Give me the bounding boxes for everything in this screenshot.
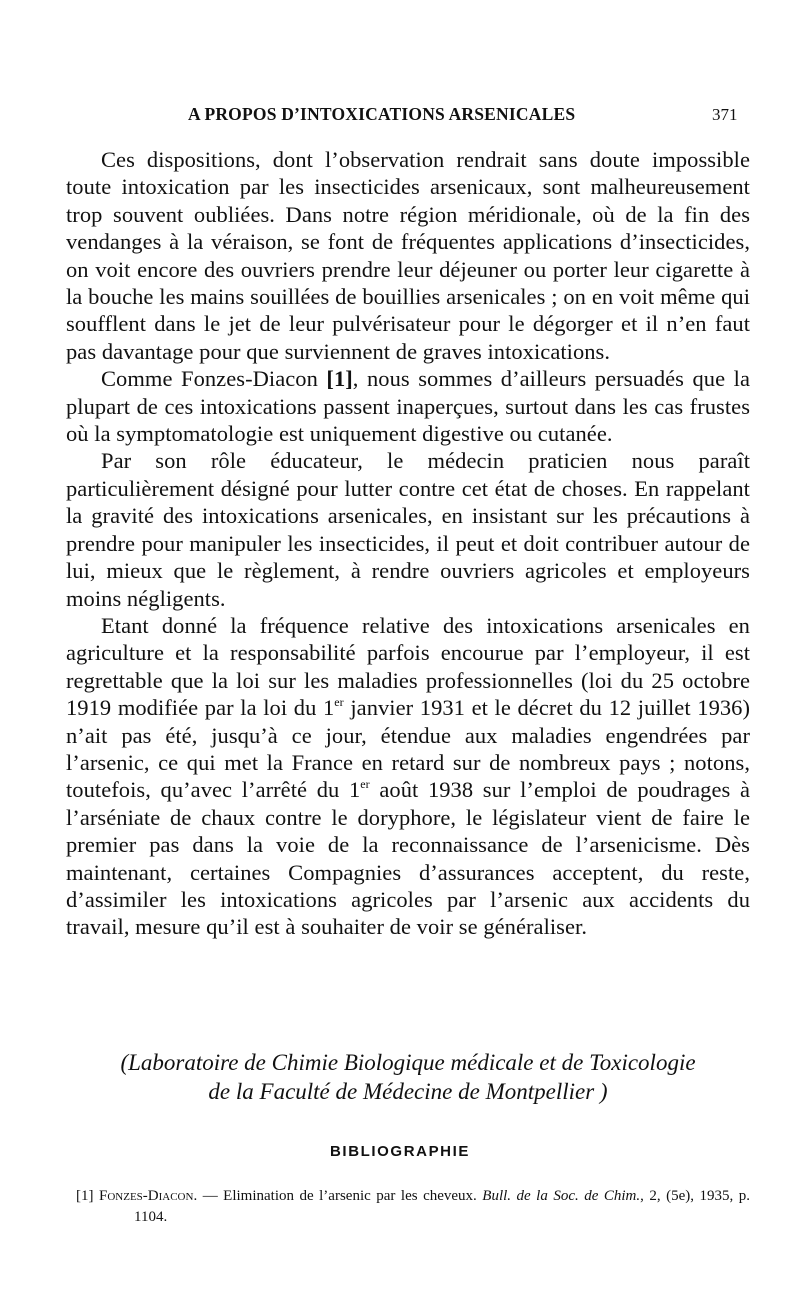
paragraph-4-part-3: août 1938 sur l’emploi de poudrages à l’arséniate de chaux contre le doryphore, le législateur vient de faire le premier pas dans la voie de la reconnaissance de l’arsenicisme. Dès maintenant, certaines Compagnies d’assurances acceptent, du reste, d’assimiler les intoxications agricoles par l’arsenic aux accidents du travail, mesure qu’il est à souhaiter de voir se généraliser. [66,777,750,940]
reference-details: , 2, (5e), 1935, p. 1104. [134,1188,750,1225]
affiliation [66,1048,750,1106]
reference-number: [1] [76,1188,94,1204]
bibliography-heading: BIBLIOGRAPHIE [330,1143,470,1160]
ordinal-suffix: er [360,777,370,792]
paragraph-3: Par son rôle éducateur, le médecin praticien nous paraît particulièrement désigné pour lutter contre cet état de choses. En rappelant la gravité des intoxications arsenicales, en insistant sur les précautions à prendre pour manipuler les insecticides, il peut et doit contribuer autour de lui, mieux que le règlement, à rendre ouvriers agricoles et employeurs moins négligents. [66,448,750,611]
ordinal-suffix: er [334,695,344,710]
reference-author: Fonzes-Diacon. [99,1188,198,1204]
affiliation-line-1: (Laboratoire de Chimie Biologique médicale et de Toxicologie [120,1050,696,1075]
paragraph-4-part-2: janvier 1931 et le décret du 12 juillet 1936) n’ait pas été, jusqu’à ce jour, étendue aux maladies engendrées par l’arsenic, ce qui met la France en retard sur de nombreux pays ; notons, toutefois, qu’avec l’arrêté du 1 [66,695,751,803]
article-body [66,146,750,941]
paragraph-1: Ces dispositions, dont l’observation rendrait sans doute impossible toute intoxication par les insecticides arsenicaux, sont malheureusement trop souvent oubliées. Dans notre région méridionale, où de la fin des vendanges à la véraison, se font de fréquentes applications d’insecticides, on voit encore des ouvriers prendre leur déjeuner ou porter leur cigarette à la bouche les mains souillées de bouillies arsenicales ; on en voit même qui soufflent dans le jet de leur pulvérisateur pour le dégorger et il n’en faut pas davantage pour que surviennent de graves intoxications. [66,147,750,364]
paragraph-4 [66,612,750,941]
paragraph-2-text-start: Comme Fonzes-Diacon [101,366,327,392]
reference-title: — Elimination de l’arsenic par les cheveux. [197,1188,483,1204]
affiliation-line-2: de la Faculté de Médecine de Montpellier ) [208,1079,608,1104]
paragraph-2 [66,365,750,447]
running-head [0,104,800,130]
running-title: A PROPOS D’INTOXICATIONS ARSENICALES [188,104,576,124]
paragraph-2-text-end: , nous sommes d’ailleurs persuadés que la plupart de ces intoxications passent inaperçues, surtout dans les cas frustes où la symptomatologie est uniquement digestive ou cutanée. [66,366,750,447]
citation-ref: [1] [326,366,353,392]
paragraph-4-part-1: Etant donné la fréquence relative des intoxications arsenicales en agriculture et la responsabilité parfois encourue par l’employeur, il est regrettable que la loi sur les maladies professionnelles (loi du 25 octobre 1919 modifiée par la loi du 1 [66,612,750,721]
reference-journal: Bull. de la Soc. de Chim. [482,1188,641,1204]
reference-item [76,1186,750,1228]
page-number: 371 [712,105,738,124]
